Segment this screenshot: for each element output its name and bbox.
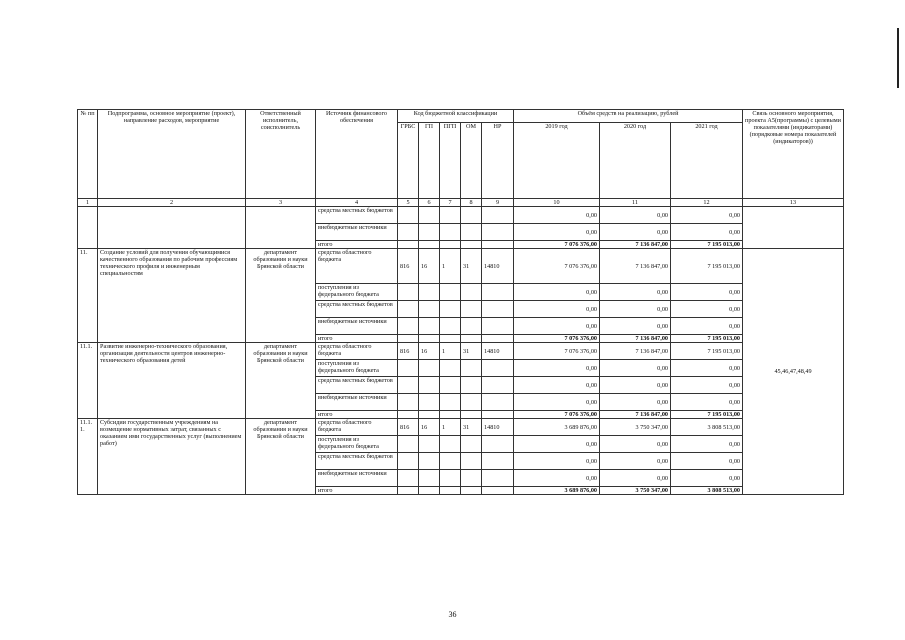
value-cell: 0,00 xyxy=(671,453,743,470)
source-cell: поступления из федерального бюджета xyxy=(316,284,398,301)
source-cell: средства областного бюджета xyxy=(316,343,398,360)
blank-cell xyxy=(398,453,419,470)
value-cell: 0,00 xyxy=(671,318,743,335)
blank-cell xyxy=(461,394,482,411)
value-cell: 0,00 xyxy=(671,377,743,394)
value-cell: 0,00 xyxy=(600,207,671,224)
blank-cell xyxy=(440,360,461,377)
col-number: 3 xyxy=(246,199,316,207)
blank-cell xyxy=(461,224,482,241)
col-number: 4 xyxy=(316,199,398,207)
source-cell: итого xyxy=(316,335,398,343)
source-cell: поступления из федерального бюджета xyxy=(316,436,398,453)
total-value: 3 750 347,00 xyxy=(600,487,671,495)
value-cell: 0,00 xyxy=(514,360,600,377)
blank-cell xyxy=(398,284,419,301)
responsible-cell: департамент образования и науки Брянской области xyxy=(246,419,316,495)
blank-cell xyxy=(743,207,844,249)
value-cell: 0,00 xyxy=(600,394,671,411)
source-cell: средства местных бюджетов xyxy=(316,301,398,318)
blank-cell xyxy=(398,335,419,343)
blank-cell xyxy=(440,318,461,335)
blank-cell xyxy=(461,453,482,470)
blank-cell xyxy=(482,436,514,453)
blank-cell xyxy=(440,207,461,224)
header-om: ОМ xyxy=(461,123,482,199)
blank-cell xyxy=(482,224,514,241)
value-cell: 0,00 xyxy=(514,453,600,470)
source-cell: средства местных бюджетов xyxy=(316,377,398,394)
total-value: 7 136 847,00 xyxy=(600,241,671,249)
total-value: 3 689 876,00 xyxy=(514,487,600,495)
row-number: 11. xyxy=(78,249,98,343)
code-nr: 14810 xyxy=(482,343,514,360)
blank-cell xyxy=(482,360,514,377)
page-number: 36 xyxy=(448,610,457,619)
blank-cell xyxy=(482,284,514,301)
blank-cell xyxy=(440,453,461,470)
blank-cell xyxy=(419,470,440,487)
total-value: 7 195 013,00 xyxy=(671,335,743,343)
value-cell: 0,00 xyxy=(671,284,743,301)
value-cell: 0,00 xyxy=(600,360,671,377)
blank-cell xyxy=(482,470,514,487)
header-row-1 xyxy=(78,110,844,123)
blank-cell xyxy=(398,241,419,249)
total-value: 7 136 847,00 xyxy=(600,335,671,343)
blank-cell xyxy=(419,453,440,470)
total-value: 7 076 376,00 xyxy=(514,241,600,249)
header-source: Источник финансового обеспечения xyxy=(316,110,398,199)
source-cell: внебюджетные источники xyxy=(316,318,398,335)
code-grbs: 816 xyxy=(398,419,419,436)
blank-cell xyxy=(398,377,419,394)
row-title: Создание условий для получения обучающимися качественного образования по рабочим профессиям технического профиля и инженерным специальностям xyxy=(98,249,246,343)
value-cell: 0,00 xyxy=(671,394,743,411)
value-cell: 0,00 xyxy=(600,377,671,394)
total-value: 3 808 513,00 xyxy=(671,487,743,495)
value-cell: 0,00 xyxy=(514,436,600,453)
value-cell: 7 076 376,00 xyxy=(514,249,600,284)
value-cell: 0,00 xyxy=(600,453,671,470)
blank-cell xyxy=(461,360,482,377)
blank-cell xyxy=(440,335,461,343)
code-pgp: 1 xyxy=(440,419,461,436)
row-number: 11.1.1. xyxy=(78,419,98,495)
code-om: 31 xyxy=(461,419,482,436)
value-cell: 3 689 876,00 xyxy=(514,419,600,436)
source-cell: внебюджетные источники xyxy=(316,470,398,487)
value-cell: 0,00 xyxy=(600,224,671,241)
header-link: Связь основного мероприятия, проекта А5(программы) с целевыми показателями (индикаторами) (порядковые номера показателей (индикаторов)) xyxy=(743,110,844,199)
source-cell: внебюджетные источники xyxy=(316,394,398,411)
header-2021: 2021 год xyxy=(671,123,743,199)
col-number: 12 xyxy=(671,199,743,207)
blank-cell xyxy=(419,360,440,377)
col-number: 1 xyxy=(78,199,98,207)
blank-cell xyxy=(440,394,461,411)
responsible-cell: департамент образования и науки Брянской области xyxy=(246,343,316,419)
blank-cell xyxy=(461,436,482,453)
blank-cell xyxy=(440,487,461,495)
blank-cell xyxy=(398,360,419,377)
value-cell: 0,00 xyxy=(514,224,600,241)
value-cell: 0,00 xyxy=(514,301,600,318)
value-cell: 0,00 xyxy=(671,207,743,224)
source-cell: внебюджетные источники xyxy=(316,224,398,241)
blank-cell xyxy=(419,224,440,241)
code-gp: 16 xyxy=(419,343,440,360)
code-pgp: 1 xyxy=(440,249,461,284)
blank-cell xyxy=(419,377,440,394)
blank-cell xyxy=(440,301,461,318)
row-title: Субсидии государственным учреждениям на возмещение нормативных затрат, связанных с оказанием ими государственных услуг (выполнением работ) xyxy=(98,419,246,495)
code-om: 31 xyxy=(461,343,482,360)
col-number: 8 xyxy=(461,199,482,207)
code-nr: 14810 xyxy=(482,419,514,436)
blank-cell xyxy=(398,207,419,224)
value-cell: 0,00 xyxy=(514,377,600,394)
value-cell: 7 076 376,00 xyxy=(514,343,600,360)
blank-cell xyxy=(482,301,514,318)
value-cell: 0,00 xyxy=(600,436,671,453)
source-cell: средства местных бюджетов xyxy=(316,207,398,224)
col-number: 10 xyxy=(514,199,600,207)
value-cell: 0,00 xyxy=(514,470,600,487)
blank-cell xyxy=(398,394,419,411)
blank-cell xyxy=(482,411,514,419)
blank-cell xyxy=(461,241,482,249)
blank-cell xyxy=(398,318,419,335)
header-nr: НР xyxy=(482,123,514,199)
blank-cell xyxy=(461,470,482,487)
table-row xyxy=(78,207,844,224)
blank-cell xyxy=(461,487,482,495)
total-value: 7 195 013,00 xyxy=(671,411,743,419)
blank-cell xyxy=(461,301,482,318)
value-cell: 7 195 013,00 xyxy=(671,343,743,360)
blank-cell xyxy=(419,241,440,249)
blank-cell xyxy=(398,487,419,495)
value-cell: 3 808 513,00 xyxy=(671,419,743,436)
value-cell: 7 136 847,00 xyxy=(600,249,671,284)
blank-cell xyxy=(440,411,461,419)
source-cell: средства местных бюджетов xyxy=(316,453,398,470)
header-responsible: Ответственный исполнитель, соисполнитель xyxy=(246,110,316,199)
source-cell: поступления из федерального бюджета xyxy=(316,360,398,377)
code-nr: 14810 xyxy=(482,249,514,284)
header-2020: 2020 год xyxy=(600,123,671,199)
blank-cell xyxy=(461,284,482,301)
col-number: 11 xyxy=(600,199,671,207)
source-cell: итого xyxy=(316,411,398,419)
code-pgp: 1 xyxy=(440,343,461,360)
header-gp: ГП xyxy=(419,123,440,199)
blank-cell xyxy=(440,377,461,394)
value-cell: 7 136 847,00 xyxy=(600,343,671,360)
table-row xyxy=(78,419,844,436)
blank-cell xyxy=(482,335,514,343)
blank-cell xyxy=(78,207,98,249)
header-2019: 2019 год xyxy=(514,123,600,199)
blank-cell xyxy=(461,335,482,343)
code-grbs: 816 xyxy=(398,249,419,284)
source-cell: средства областного бюджета xyxy=(316,419,398,436)
blank-cell xyxy=(419,301,440,318)
page-edge-line xyxy=(897,28,899,88)
value-cell: 0,00 xyxy=(671,301,743,318)
col-number: 6 xyxy=(419,199,440,207)
value-cell: 0,00 xyxy=(514,394,600,411)
blank-cell xyxy=(398,470,419,487)
blank-cell xyxy=(419,207,440,224)
value-cell: 7 195 013,00 xyxy=(671,249,743,284)
blank-cell xyxy=(440,241,461,249)
blank-cell xyxy=(419,487,440,495)
blank-cell xyxy=(482,241,514,249)
value-cell: 3 750 347,00 xyxy=(600,419,671,436)
table-row xyxy=(78,249,844,284)
total-value: 7 076 376,00 xyxy=(514,411,600,419)
value-cell: 0,00 xyxy=(671,360,743,377)
column-number-row xyxy=(78,199,844,207)
code-grbs: 816 xyxy=(398,343,419,360)
col-number: 5 xyxy=(398,199,419,207)
header-num: № пп xyxy=(78,110,98,199)
col-number: 2 xyxy=(98,199,246,207)
col-number: 7 xyxy=(440,199,461,207)
link-indicators: 45,46,47,48,49 xyxy=(743,249,844,495)
table-row xyxy=(78,343,844,360)
value-cell: 0,00 xyxy=(600,301,671,318)
blank-cell xyxy=(419,436,440,453)
header-pgp: ПГП xyxy=(440,123,461,199)
code-om: 31 xyxy=(461,249,482,284)
col-number: 13 xyxy=(743,199,844,207)
value-cell: 0,00 xyxy=(514,318,600,335)
value-cell: 0,00 xyxy=(514,207,600,224)
blank-cell xyxy=(461,377,482,394)
blank-cell xyxy=(419,318,440,335)
blank-cell xyxy=(482,318,514,335)
blank-cell xyxy=(482,453,514,470)
responsible-cell: департамент образования и науки Брянской области xyxy=(246,249,316,343)
value-cell: 0,00 xyxy=(600,284,671,301)
blank-cell xyxy=(482,487,514,495)
row-title: Развитие инженерно-технического образования, организация деятельности центров инженерно-технического образования детей xyxy=(98,343,246,419)
blank-cell xyxy=(440,284,461,301)
blank-cell xyxy=(398,224,419,241)
blank-cell xyxy=(398,436,419,453)
blank-cell xyxy=(398,411,419,419)
source-cell: итого xyxy=(316,241,398,249)
total-value: 7 136 847,00 xyxy=(600,411,671,419)
blank-cell xyxy=(482,377,514,394)
header-subprogram: Подпрограмма, основное мероприятие (проект), направление расходов, мероприятие xyxy=(98,110,246,199)
source-cell: итого xyxy=(316,487,398,495)
col-number: 9 xyxy=(482,199,514,207)
blank-cell xyxy=(482,394,514,411)
blank-cell xyxy=(440,470,461,487)
blank-cell xyxy=(461,411,482,419)
blank-cell xyxy=(419,411,440,419)
row-number: 11.1. xyxy=(78,343,98,419)
value-cell: 0,00 xyxy=(514,284,600,301)
budget-table xyxy=(77,109,844,495)
header-grbs: ГРБС xyxy=(398,123,419,199)
blank-cell xyxy=(419,335,440,343)
value-cell: 0,00 xyxy=(671,224,743,241)
blank-cell xyxy=(461,318,482,335)
blank-cell xyxy=(419,394,440,411)
value-cell: 0,00 xyxy=(600,470,671,487)
blank-cell xyxy=(461,207,482,224)
total-value: 7 195 013,00 xyxy=(671,241,743,249)
value-cell: 0,00 xyxy=(600,318,671,335)
blank-cell xyxy=(398,301,419,318)
source-cell: средства областного бюджета xyxy=(316,249,398,284)
blank-cell xyxy=(419,284,440,301)
blank-cell xyxy=(482,207,514,224)
header-budget-code: Код бюджетной классификации xyxy=(398,110,514,123)
blank-cell xyxy=(440,224,461,241)
header-volume: Объём средств на реализацию, рублей xyxy=(514,110,743,123)
blank-cell xyxy=(440,436,461,453)
total-value: 7 076 376,00 xyxy=(514,335,600,343)
code-gp: 16 xyxy=(419,419,440,436)
blank-cell xyxy=(98,207,246,249)
code-gp: 16 xyxy=(419,249,440,284)
blank-cell xyxy=(246,207,316,249)
value-cell: 0,00 xyxy=(671,436,743,453)
value-cell: 0,00 xyxy=(671,470,743,487)
